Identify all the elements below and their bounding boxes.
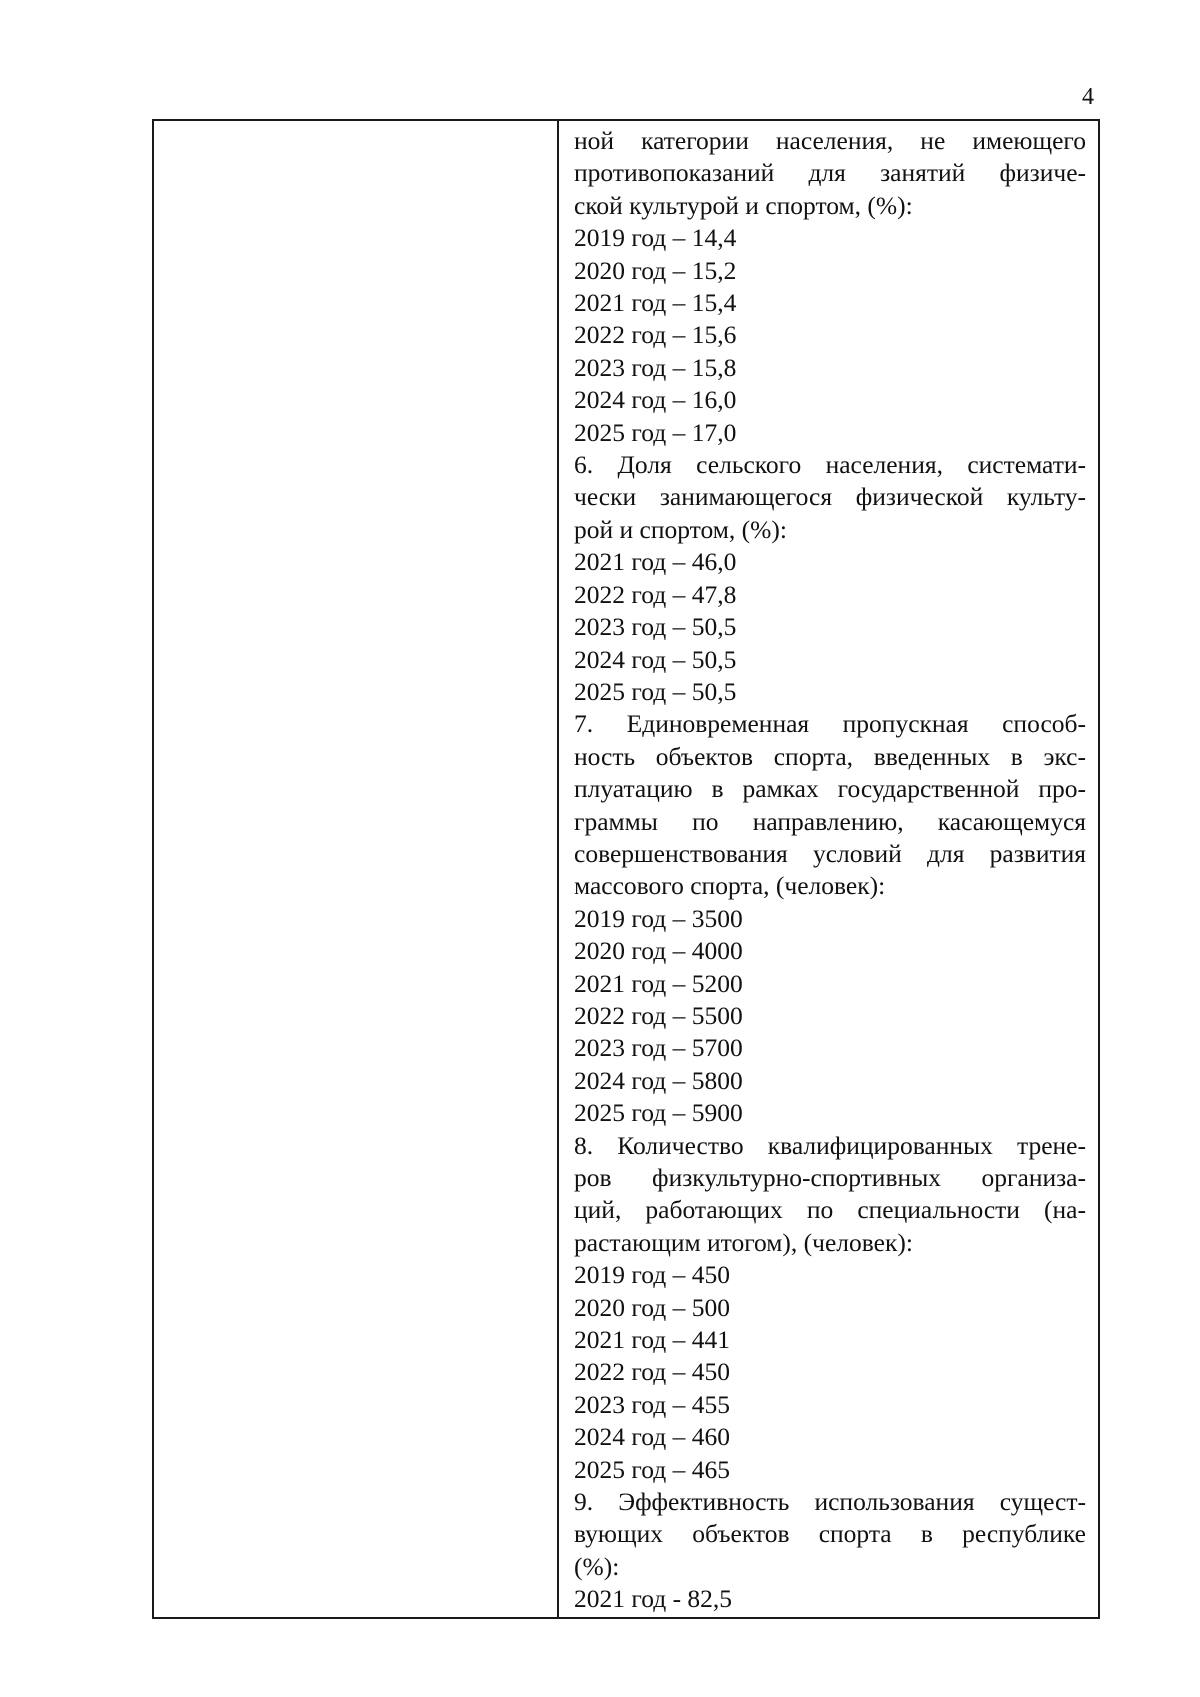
text-line: 2023 год – 50,5 [574, 612, 737, 642]
text-line: 2024 год – 460 [574, 1422, 730, 1452]
text-line: 2021 год – 441 [574, 1325, 730, 1355]
text-line: 2019 год – 3500 [574, 903, 743, 933]
text-line: плуатацию в рамках государственной про- [574, 774, 1086, 804]
text-line: рой и спортом, (%): [574, 514, 787, 544]
text-line: 2022 год – 15,6 [574, 320, 737, 350]
text-line: 2025 год – 5900 [574, 1098, 743, 1128]
text-line: 7. Единовременная пропускная способ- [574, 709, 1086, 739]
text-line: массового спорта, (человек): [574, 871, 886, 901]
text-line: 2025 год – 465 [574, 1454, 730, 1484]
document-table [152, 119, 1100, 1619]
page-number: 4 [1082, 84, 1094, 110]
text-line: вующих объектов спорта в республике [574, 1519, 1086, 1549]
text-line: ной категории населения, не имеющего [574, 126, 1086, 155]
text-line: ность объектов спорта, введенных в экс- [574, 741, 1086, 771]
text-line: 2021 год – 5200 [574, 968, 743, 998]
text-line: ской культурой и спортом, (%): [574, 190, 913, 220]
text-line: 9. Эффективность использования сущест- [574, 1487, 1086, 1517]
text-line: 2021 год – 15,4 [574, 288, 737, 318]
text-line: ций, работающих по специальности (на- [574, 1195, 1086, 1225]
text-line: 2024 год – 16,0 [574, 385, 737, 415]
text-line: противопоказаний для занятий физиче- [574, 158, 1086, 188]
text-line: 2025 год – 50,5 [574, 676, 737, 706]
text-line: 2023 год – 5700 [574, 1033, 743, 1063]
text-line: 2021 год – 46,0 [574, 547, 737, 577]
table-right-cell [559, 121, 1098, 1617]
text-line: 2020 год – 500 [574, 1292, 730, 1322]
text-line: 2022 год – 450 [574, 1357, 730, 1387]
text-line: 2023 год – 455 [574, 1389, 730, 1419]
text-line: совершенствования условий для развития [574, 838, 1086, 868]
table-left-cell [154, 121, 559, 1617]
text-line: чески занимающегося физической культу- [574, 482, 1086, 512]
text-line: 2020 год – 15,2 [574, 255, 737, 285]
text-line: 2022 год – 5500 [574, 1000, 743, 1030]
text-line: 2020 год – 4000 [574, 936, 743, 966]
text-line: 2019 год – 14,4 [574, 223, 737, 253]
text-line: ров физкультурно-спортивных организа- [574, 1163, 1086, 1192]
text-line: 2024 год – 5800 [574, 1065, 743, 1095]
text-line: 8. Количество квалифицированных трене- [574, 1130, 1086, 1160]
text-line: 2023 год – 15,8 [574, 352, 737, 382]
text-line: 2025 год – 17,0 [574, 417, 737, 447]
text-line: граммы по направлению, касающемуся [574, 806, 1086, 836]
text-line: растающим итогом), (человек): [574, 1227, 913, 1257]
text-line: 2021 год - 82,5 [574, 1584, 733, 1614]
text-line: 2022 год – 47,8 [574, 579, 737, 609]
text-line: 6. Доля сельского населения, системати- [574, 450, 1086, 480]
text-line: 2019 год – 450 [574, 1260, 730, 1290]
text-line: (%): [574, 1551, 620, 1581]
text-line: 2024 год – 50,5 [574, 644, 737, 674]
